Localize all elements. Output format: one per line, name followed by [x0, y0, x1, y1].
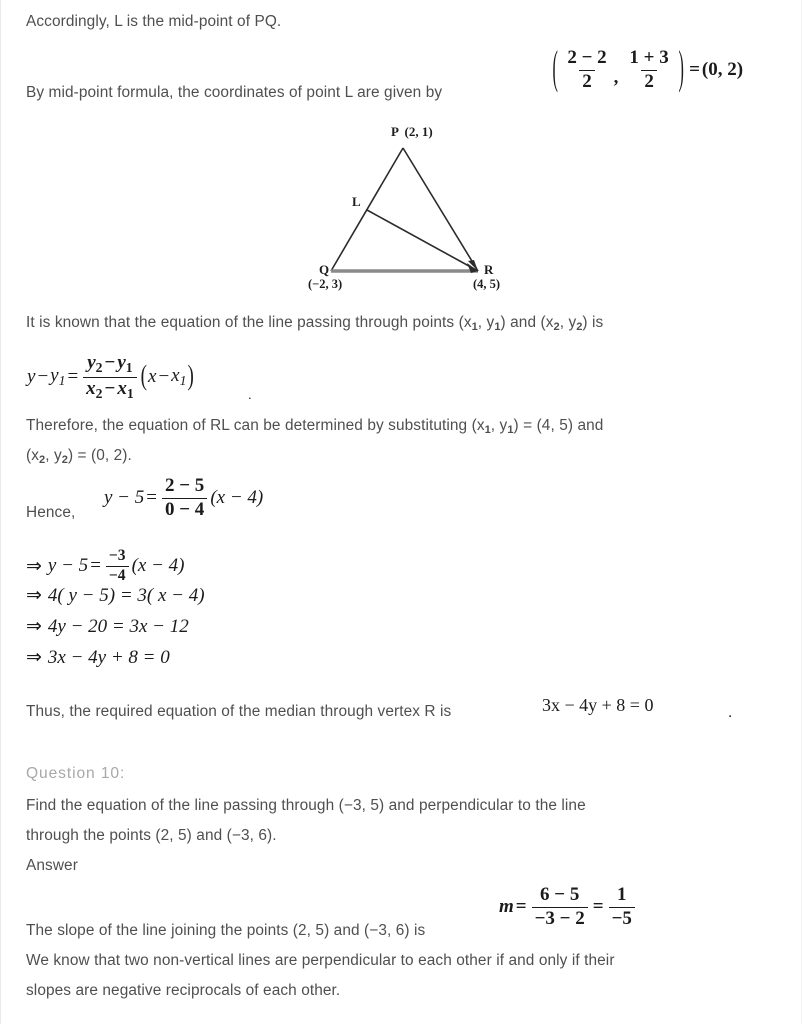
comma-separator: , [613, 67, 619, 89]
conclusion-equation: 3x − 4y + 8 = 0 [542, 695, 654, 715]
derivation-step-2 [26, 584, 205, 607]
fraction-numerator: $y_2 - y_1$ [87, 352, 133, 375]
fraction-y-midpoint [626, 48, 671, 92]
perpendicular-line-2: slopes are negative reciprocals of each other. [26, 982, 341, 999]
implies-arrow: ⇒ [26, 555, 42, 577]
question-10-body-line-1: Find the equation of the line passing through (−3, 5) and perpendicular to the line [26, 797, 586, 814]
substitution-text-2: ($x_2$, $y_2) = (0$, 2). [26, 447, 132, 467]
derivation-step-3 [26, 615, 189, 638]
slope-equation [499, 885, 638, 929]
fraction-numerator: 6 − 5 [540, 884, 580, 905]
side-PQ [331, 148, 403, 271]
tail-minus: − [158, 366, 170, 388]
implies-arrow: ⇒ [26, 585, 42, 606]
step-lhs: y − 5 [47, 555, 89, 577]
triangle-diagram [301, 122, 551, 302]
open-paren: ( [552, 43, 558, 95]
fraction-numerator: 1 + 3 [629, 47, 669, 68]
conclusion-prefix: Thus, the required equation of the median through vertex R is [26, 703, 452, 720]
midpoint-label-L: L [352, 194, 361, 209]
equals-sign: = [90, 555, 101, 577]
side-PR [403, 148, 478, 271]
step-fraction [106, 548, 129, 585]
substitution-line-1 [26, 416, 603, 440]
slope-fraction-1 [532, 885, 588, 929]
step-text: 4y − 20 = 3x − 12 [47, 615, 189, 637]
open-paren: ( [140, 360, 147, 393]
answer-label: Answer [26, 857, 78, 874]
fraction-denominator: $x_2 - x_1$ [83, 377, 137, 402]
step-text: 3x − 4y + 8 = 0 [47, 646, 170, 668]
fraction-denominator: 0 − 4 [162, 498, 207, 521]
vertex-label-P: P (2, 1) [391, 124, 433, 139]
substitution-line-2 [26, 446, 132, 470]
step-fraction [162, 476, 207, 520]
vertex-coord-R: (4, 5) [473, 277, 501, 291]
midpoint-result: (0, 2) [701, 59, 744, 81]
step-tail: (x − 4) [131, 555, 185, 577]
derivation-step-4 [26, 646, 170, 669]
fraction-x-midpoint [564, 48, 609, 92]
lhs-minus: − [37, 366, 49, 388]
fraction-denominator: −3 − 2 [532, 907, 588, 930]
fraction-denominator: 2 [641, 70, 657, 93]
fraction-denominator: 2 [579, 70, 595, 93]
slope-fraction-2 [609, 885, 635, 929]
two-point-form-intro-text: It is known that the equation of the line passing through points ($x_1$, $y_1$) and ($x_2$, $y_2$) is [26, 314, 604, 334]
fraction-numerator: 1 [617, 884, 627, 905]
conclusion-period: . [728, 704, 733, 721]
derivation-step-1 [26, 548, 185, 585]
equals-sign-1: = [515, 896, 527, 918]
step-tail: (x − 4) [210, 487, 264, 509]
close-paren: ) [678, 43, 684, 95]
equals-sign: = [146, 487, 157, 509]
triangle-svg [301, 122, 551, 302]
lhs-y1: $y_1$ [50, 365, 66, 389]
perpendicular-line-1: We know that two non-vertical lines are perpendicular to each other if and only if their [26, 952, 615, 969]
tail-x1: $x_1$ [171, 365, 187, 389]
fraction-numerator: 2 − 5 [164, 475, 205, 496]
step-lhs: y − 5 [104, 487, 145, 509]
fraction-denominator: −5 [609, 907, 635, 930]
vertex-label-R: R [484, 262, 494, 277]
step-text: 4( y − 5) = 3( x − 4) [47, 584, 205, 606]
implies-arrow: ⇒ [26, 647, 42, 668]
midpoint-formula-equation [549, 43, 744, 95]
fraction-denominator: −4 [106, 566, 129, 585]
slope-variable-m: m [499, 896, 514, 918]
two-point-form-intro [26, 313, 603, 337]
lhs-y: y [27, 366, 36, 388]
intro-line-midpoint-formula: By mid-point formula, the coordinates of point L are given by [26, 84, 443, 101]
slope-fraction [83, 353, 137, 401]
median-RL [367, 210, 478, 271]
implies-arrow: ⇒ [26, 616, 42, 637]
vertex-coord-Q: (−2, 3) [308, 277, 343, 291]
equals-sign-2: = [592, 896, 604, 918]
vertex-coord-P: (2, 1) [404, 124, 433, 139]
derivation-step-0 [104, 476, 263, 520]
hence-label: Hence, [26, 504, 76, 521]
fraction-numerator: −3 [108, 547, 126, 564]
substitution-text-1: Therefore, the equation of RL can be determined by substituting ($x_1$, $y_1) = (4$, 5) and [26, 417, 604, 437]
equals-sign: = [689, 59, 700, 81]
tail-x: x [148, 366, 157, 388]
vertex-label-Q: Q [319, 262, 330, 277]
question-10-heading: Question 10: [26, 765, 126, 782]
slope-description-line: The slope of the line joining the points (2, 5) and (−3, 6) is [26, 922, 426, 939]
close-paren: ) [187, 360, 194, 393]
fraction-numerator: 2 − 2 [567, 47, 607, 68]
equals-sign: = [67, 366, 79, 388]
two-point-form-equation [27, 353, 195, 401]
two-point-form-period: . [248, 387, 252, 402]
intro-line-accordingly: Accordingly, L is the mid-point of PQ. [26, 13, 282, 30]
question-10-body-line-2: through the points (2, 5) and (−3, 6). [26, 827, 277, 844]
